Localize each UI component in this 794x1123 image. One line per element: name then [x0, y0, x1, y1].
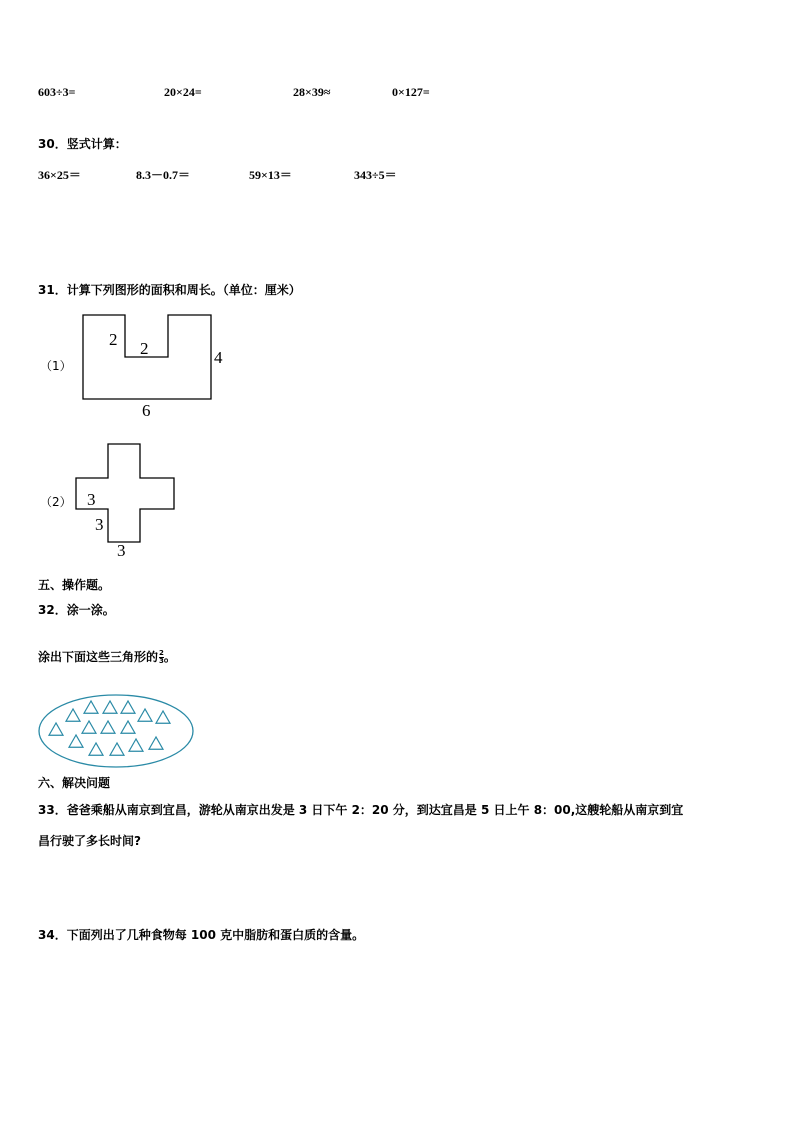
q32-title: 32．涂一涂。 — [38, 603, 115, 617]
figure-1-dim-notch-width: 2 — [140, 339, 149, 358]
triangle — [156, 711, 170, 723]
figure-2-label: （2） — [40, 495, 72, 509]
triangle — [89, 743, 103, 755]
triangle — [138, 709, 152, 721]
q32-instruction-text: 涂出下面这些三角形的 — [38, 650, 159, 664]
triangle — [149, 737, 163, 749]
oral-item-3: 28×39≈ — [293, 85, 331, 99]
q34-title: 34．下面列出了几种食物每 100 克中脂肪和蛋白质的含量。 — [38, 928, 365, 942]
triangle-ellipse — [39, 695, 193, 767]
q33-line-2: 昌行驶了多长时间? — [38, 834, 141, 848]
figure-1-label: （1） — [40, 359, 72, 373]
q32-instruction-suffix: 。 — [163, 650, 176, 664]
section-5-heading: 五、操作题。 — [38, 578, 111, 592]
q32-instruction — [38, 650, 176, 665]
q30-item-4: 343÷5＝ — [354, 168, 397, 182]
q31-title: 31．计算下列图形的面积和周长。（单位：厘米） — [38, 283, 301, 297]
triangle — [84, 701, 98, 713]
figure-1-dim-left-notch: 2 — [109, 330, 118, 349]
triangle — [49, 723, 63, 735]
q30-title: 30．竖式计算： — [38, 137, 127, 151]
figure-1-dim-height: 4 — [214, 348, 223, 367]
fraction-numerator: 2 — [159, 649, 164, 657]
figure-2-dim-side: 3 — [95, 515, 104, 534]
figure-2-dim-bottom: 3 — [117, 541, 126, 560]
q30-item-3: 59×13＝ — [249, 168, 292, 182]
triangle — [103, 701, 117, 713]
q30-item-1: 36×25＝ — [38, 168, 81, 182]
triangle — [110, 743, 124, 755]
triangle — [69, 735, 83, 747]
triangle — [101, 721, 115, 733]
q33-line-1: 33．爸爸乘船从南京到宜昌，游轮从南京出发是 3 日下午 2：20 分，到达宜昌是 5 日上午 8：00,这艘轮船从南京到宜 — [38, 803, 684, 817]
q30-item-2: 8.3－0.7＝ — [136, 168, 191, 182]
fraction-denominator: 3 — [159, 657, 164, 665]
oral-item-1: 603÷3= — [38, 85, 76, 99]
triangle — [129, 739, 143, 751]
triangle — [66, 709, 80, 721]
section-6-heading: 六、解决问题 — [38, 776, 111, 790]
oral-item-4: 0×127= — [392, 85, 430, 99]
triangle — [121, 721, 135, 733]
triangle — [121, 701, 135, 713]
triangle — [82, 721, 96, 733]
figure-1-dim-width: 6 — [142, 401, 151, 420]
oral-item-2: 20×24= — [164, 85, 202, 99]
figure-2-dim-arm: 3 — [87, 490, 96, 509]
